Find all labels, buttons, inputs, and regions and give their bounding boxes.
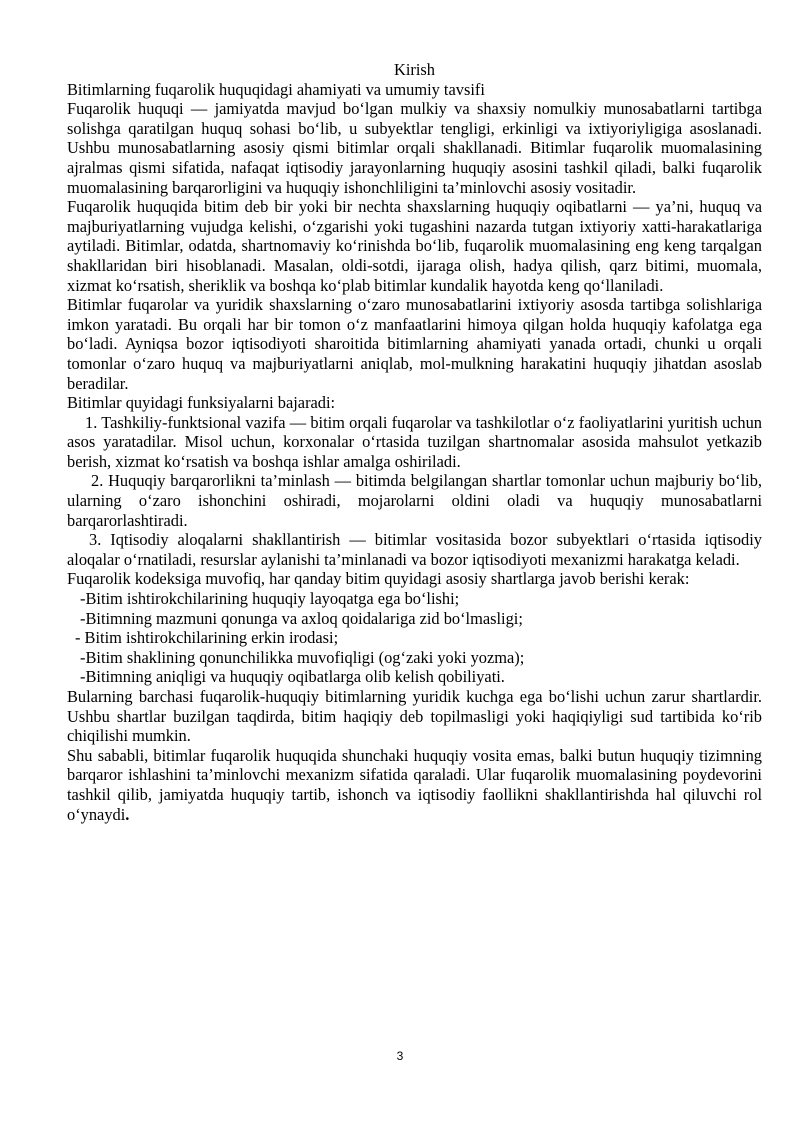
functions-intro: Bitimlar quyidagi funksiyalarni bajaradi: xyxy=(67,393,336,413)
conditions-intro: Fuqarolik kodeksiga muvofiq, har qanday bitim quyidagi asosiy shartlarga javob berishi kerak: xyxy=(67,569,690,589)
condition-item-5: -Bitimning aniqligi va huquqiy oqibatlarga olib kelish qobiliyati. xyxy=(80,667,505,687)
condition-item-3: - Bitim ishtirokchilarining erkin irodasi; xyxy=(75,628,339,648)
document-title: Kirish xyxy=(394,60,435,79)
paragraph-4: Bularning barchasi fuqarolik-huquqiy bitimlarning yuridik kuchga ega bo‘lishi uchun zarur shartlardir. Ushbu shartlar buzilgan taqdirda, bitim haqiqiy deb topilmasligi yoki haqiqiyligi sud tartibida ko‘rib chiqilishi mumkin. xyxy=(67,687,762,746)
paragraph-5-text: Shu sababli, bitimlar fuqarolik huquqida shunchaki huquqiy vosita emas, balki butun huquqiy tizimning barqaror ishlashini ta’minlovchi mexanizm sifatida qaraladi. Ular fuqarolik muomalasining poydevorini tashkil qilib, jamiyatda huquqiy tartib, ishonch va iqtisodiy faollikni shakllantirishda hal qiluvchi rol o‘ynaydi xyxy=(67,745,762,824)
function-item-1: 1. Tashkiliy-funktsional vazifa — bitim orqali fuqarolar va tashkilotlar o‘z faoliyatlarini yuritish uchun asos yaratadilar. Misol uchun, korxonalar o‘rtasida tuzilgan shartnomalar asosida mahsulot yetkazib berish, xizmat ko‘rsatish va boshqa ishlar amalga oshiriladi. xyxy=(67,412,762,471)
paragraph-5 xyxy=(67,746,762,824)
paragraph-3: Bitimlar fuqarolar va yuridik shaxslarning o‘zaro munosabatlarini ixtiyoriy asosda tartibga solishlariga imkon yaratadi. Bu orqali har bir tomon o‘z manfaatlarini himoya qilgan holda huquqiy kafolatga ega bo‘ladi. Ayniqsa bozor iqtisodiyoti sharoitida bitimlarning ahamiyati yanada ortadi, chunki u orqali tomonlar o‘zaro huquq va majburiyatlarni aniqlab, mol-mulkning harakatini huquqiy jihatdan asoslab beradilar. xyxy=(67,295,762,393)
condition-item-1: -Bitim ishtirokchilarining huquqiy layoqatga ega bo‘lishi; xyxy=(80,589,460,609)
condition-item-4: -Bitim shaklining qonunchilikka muvofiqligi (og‘zaki yoki yozma); xyxy=(80,647,525,667)
function-item-2: 2. Huquqiy barqarorlikni ta’minlash — bitimda belgilangan shartlar tomonlar uchun majburiy bo‘lib, ularning o‘zaro ishonchini oshiradi, mojarolarni oldini oladi va huquqiy munosabatlarni barqarorlashtiradi. xyxy=(67,471,762,530)
condition-item-2: -Bitimning mazmuni qonunga va axloq qoidalariga zid bo‘lmasligi; xyxy=(80,608,523,628)
paragraph-1: Fuqarolik huquqi — jamiyatda mavjud bo‘lgan mulkiy va shaxsiy nomulkiy munosabatlarni tartibga solishga qaratilgan huquq sohasi bo‘lib, u subyektlar tengligi, erkinligi va ixtiyoriyligiga asoslanadi. Ushbu munosabatlarning asosiy qismi bitimlar orqali shakllanadi. Bitimlar fuqarolik muomalasining ajralmas qismi sifatida, nafaqat iqtisodiy jarayonlarning huquqiy asosini tashkil qiladi, balki fuqarolik muomalasining barqarorligini va huquqiy ishonchliligini ta’minlovchi asosiy vositadir. xyxy=(67,99,762,197)
paragraph-5-period: . xyxy=(125,804,130,824)
document-subtitle: Bitimlarning fuqarolik huquqidagi ahamiyati va umumiy tavsifi xyxy=(67,79,485,99)
function-item-3: 3. Iqtisodiy aloqalarni shakllantirish — bitimlar vositasida bozor subyektlari o‘rtasida iqtisodiy aloqalar o‘rnatiladi, resurslar aylanishi ta’minlanadi va bozor iqtisodiyoti mexanizmi harakatga keladi. xyxy=(67,530,762,569)
page-number: 3 xyxy=(396,1049,404,1063)
document-page xyxy=(67,60,762,824)
paragraph-2: Fuqarolik huquqida bitim deb bir yoki bir nechta shaxslarning huquqiy oqibatlarni — ya’ni, huquq va majburiyatlarning vujudga kelishi, o‘zgarishi yoki tugashini nazarda tutgan ixtiyoriy xatti-harakatlariga aytiladi. Bitimlar, odatda, shartnomaviy ko‘rinishda bo‘lib, fuqarolik muomalasining eng keng tarqalgan shakllaridan biri hisoblanadi. Masalan, oldi-sotdi, ijaraga olish, hadya qilish, qarz bitimi, muomala, xizmat ko‘rsatish, sheriklik va boshqa ko‘plab bitimlar kundalik hayotda keng qo‘llaniladi. xyxy=(67,197,762,295)
